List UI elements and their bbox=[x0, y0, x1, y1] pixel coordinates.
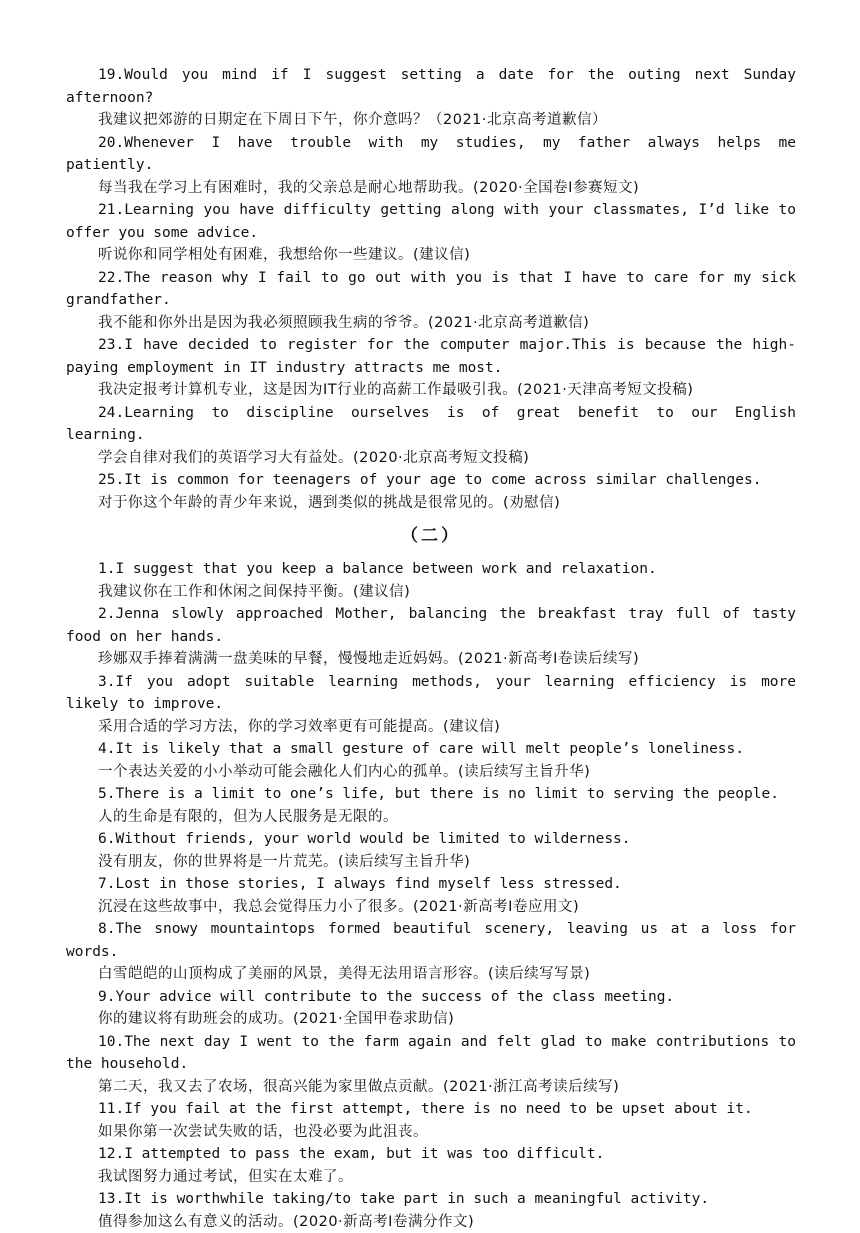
english-sentence: 4.It is likely that a small gesture of care will melt people’s loneliness. bbox=[66, 738, 796, 761]
sentence-pair bbox=[66, 1098, 796, 1143]
sentence-pair bbox=[66, 783, 796, 828]
english-sentence: 1.I suggest that you keep a balance between work and relaxation. bbox=[66, 558, 796, 581]
sentence-pair bbox=[66, 986, 796, 1031]
sentence-pair bbox=[66, 267, 796, 335]
sentence-pair bbox=[66, 199, 796, 267]
sentence-pair bbox=[66, 1031, 796, 1099]
english-sentence: 7.Lost in those stories, I always find myself less stressed. bbox=[66, 873, 796, 896]
sentence-pair bbox=[66, 603, 796, 671]
chinese-translation: 每当我在学习上有困难时，我的父亲总是耐心地帮助我。(2020·全国卷Ⅰ参赛短文) bbox=[66, 177, 796, 200]
chinese-translation: 我建议你在工作和休闲之间保持平衡。(建议信) bbox=[66, 581, 796, 604]
chinese-translation: 第二天，我又去了农场，很高兴能为家里做点贡献。(2021·浙江高考读后续写) bbox=[66, 1076, 796, 1099]
sentence-pair bbox=[66, 738, 796, 783]
sentence-pair bbox=[66, 918, 796, 986]
sentence-pair bbox=[66, 558, 796, 603]
sentence-pair bbox=[66, 671, 796, 739]
chinese-translation: 白雪皑皑的山顶构成了美丽的风景，美得无法用语言形容。(读后续写写景) bbox=[66, 963, 796, 986]
sentence-list-section-2 bbox=[66, 558, 796, 1233]
document-page bbox=[66, 64, 796, 1233]
chinese-translation: 如果你第一次尝试失败的话，也没必要为此沮丧。 bbox=[66, 1121, 796, 1144]
english-sentence: 25.It is common for teenagers of your age to come across similar challenges. bbox=[66, 469, 796, 492]
english-sentence: 9.Your advice will contribute to the success of the class meeting. bbox=[66, 986, 796, 1009]
chinese-translation: 我不能和你外出是因为我必须照顾我生病的爷爷。(2021·北京高考道歉信) bbox=[66, 312, 796, 335]
sentence-pair bbox=[66, 132, 796, 200]
english-sentence: 6.Without friends, your world would be limited to wilderness. bbox=[66, 828, 796, 851]
english-sentence: 22.The reason why I fail to go out with you is that I have to care for my sick grandfather. bbox=[66, 267, 796, 312]
sentence-pair bbox=[66, 469, 796, 514]
chinese-translation: 值得参加这么有意义的活动。(2020·新高考Ⅰ卷满分作文) bbox=[66, 1211, 796, 1233]
english-sentence: 23.I have decided to register for the computer major.This is because the high-paying employment in IT industry attracts me most. bbox=[66, 334, 796, 379]
english-sentence: 5.There is a limit to one’s life, but there is no limit to serving the people. bbox=[66, 783, 796, 806]
chinese-translation: 人的生命是有限的，但为人民服务是无限的。 bbox=[66, 806, 796, 829]
english-sentence: 24.Learning to discipline ourselves is of great benefit to our English learning. bbox=[66, 402, 796, 447]
sentence-pair bbox=[66, 402, 796, 470]
sentence-pair bbox=[66, 1143, 796, 1188]
sentence-pair bbox=[66, 334, 796, 402]
sentence-list-section-1 bbox=[66, 64, 796, 514]
sentence-pair bbox=[66, 828, 796, 873]
chinese-translation: 珍娜双手捧着满满一盘美味的早餐，慢慢地走近妈妈。(2021·新高考Ⅰ卷读后续写) bbox=[66, 648, 796, 671]
sentence-pair bbox=[66, 64, 796, 132]
english-sentence: 20.Whenever I have trouble with my studies, my father always helps me patiently. bbox=[66, 132, 796, 177]
english-sentence: 12.I attempted to pass the exam, but it was too difficult. bbox=[66, 1143, 796, 1166]
chinese-translation: 我决定报考计算机专业，这是因为IT行业的高薪工作最吸引我。(2021·天津高考短文投稿) bbox=[66, 379, 796, 402]
english-sentence: 8.The snowy mountaintops formed beautiful scenery, leaving us at a loss for words. bbox=[66, 918, 796, 963]
chinese-translation: 采用合适的学习方法，你的学习效率更有可能提高。(建议信) bbox=[66, 716, 796, 739]
sentence-pair bbox=[66, 873, 796, 918]
english-sentence: 19.Would you mind if I suggest setting a date for the outing next Sunday afternoon? bbox=[66, 64, 796, 109]
english-sentence: 21.Learning you have difficulty getting along with your classmates, I’d like to offer you some advice. bbox=[66, 199, 796, 244]
english-sentence: 13.It is worthwhile taking/to take part in such a meaningful activity. bbox=[66, 1188, 796, 1211]
chinese-translation: 一个表达关爱的小小举动可能会融化人们内心的孤单。(读后续写主旨升华) bbox=[66, 761, 796, 784]
section-heading: （二） bbox=[66, 520, 796, 552]
chinese-translation: 对于你这个年龄的青少年来说，遇到类似的挑战是很常见的。(劝慰信) bbox=[66, 492, 796, 515]
chinese-translation: 学会自律对我们的英语学习大有益处。(2020·北京高考短文投稿) bbox=[66, 447, 796, 470]
english-sentence: 11.If you fail at the first attempt, there is no need to be upset about it. bbox=[66, 1098, 796, 1121]
chinese-translation: 听说你和同学相处有困难，我想给你一些建议。(建议信) bbox=[66, 244, 796, 267]
english-sentence: 10.The next day I went to the farm again and felt glad to make contributions to the household. bbox=[66, 1031, 796, 1076]
chinese-translation: 我建议把郊游的日期定在下周日下午，你介意吗？（2021·北京高考道歉信） bbox=[66, 109, 796, 132]
english-sentence: 2.Jenna slowly approached Mother, balancing the breakfast tray full of tasty food on her hands. bbox=[66, 603, 796, 648]
chinese-translation: 你的建议将有助班会的成功。(2021·全国甲卷求助信) bbox=[66, 1008, 796, 1031]
chinese-translation: 沉浸在这些故事中，我总会觉得压力小了很多。(2021·新高考Ⅰ卷应用文) bbox=[66, 896, 796, 919]
chinese-translation: 我试图努力通过考试，但实在太难了。 bbox=[66, 1166, 796, 1189]
chinese-translation: 没有朋友，你的世界将是一片荒芜。(读后续写主旨升华) bbox=[66, 851, 796, 874]
sentence-pair bbox=[66, 1188, 796, 1233]
english-sentence: 3.If you adopt suitable learning methods, your learning efficiency is more likely to improve. bbox=[66, 671, 796, 716]
